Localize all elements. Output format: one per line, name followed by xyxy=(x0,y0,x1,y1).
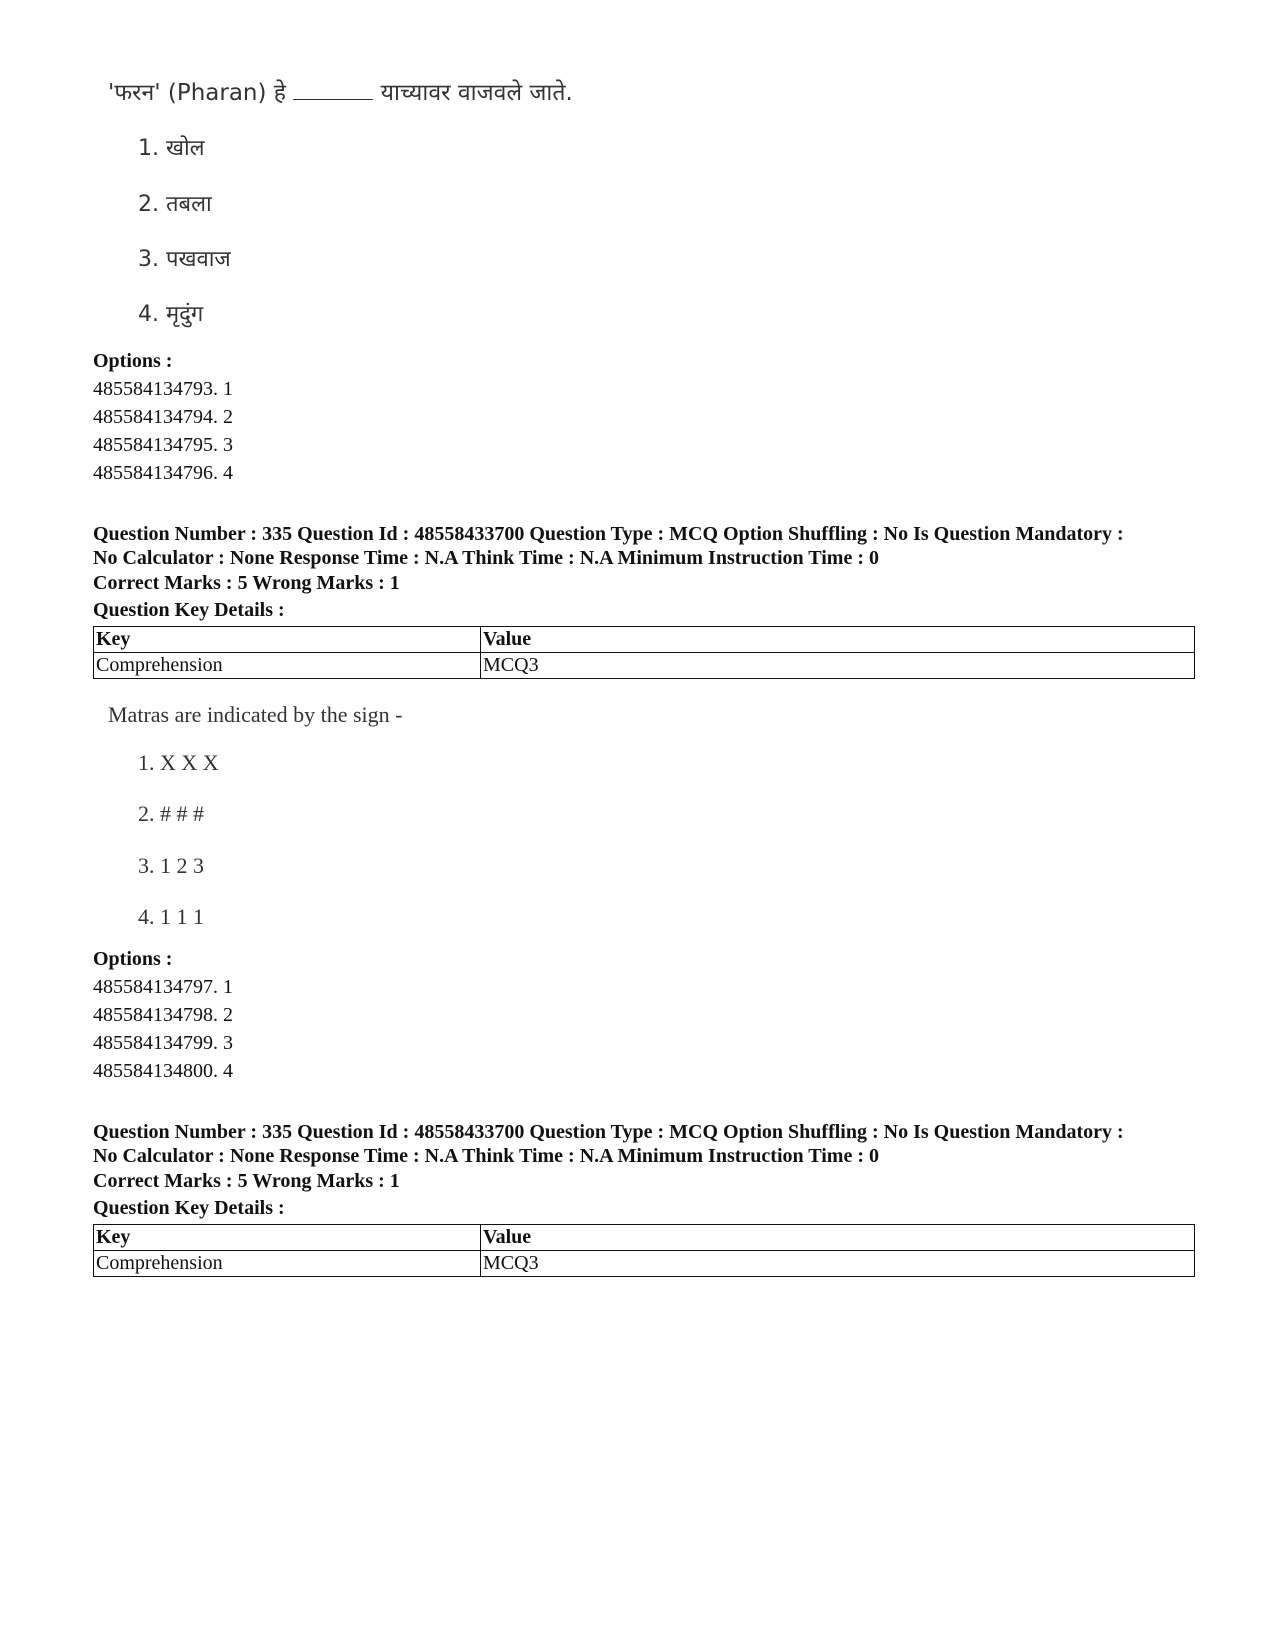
stem-text-after: याच्यावर वाजवले जाते. xyxy=(380,80,573,106)
table-row xyxy=(94,653,1195,679)
image-option-3: 3. 1 2 3 xyxy=(138,853,204,878)
header-value: Value xyxy=(481,1225,1195,1251)
options-heading: Options : xyxy=(93,350,173,372)
options-block-2 xyxy=(93,946,1193,1085)
option-item: 485584134796. 4 xyxy=(93,462,233,484)
option-item: 485584134795. 3 xyxy=(93,434,233,456)
marks-line: Correct Marks : 5 Wrong Marks : 1 xyxy=(93,1170,400,1192)
image-option-2: 2. # # # xyxy=(138,801,204,826)
header-value: Value xyxy=(481,627,1195,653)
question-image-2 xyxy=(108,698,808,938)
meta-line-2: No Calculator : None Response Time : N.A Think Time : N.A Minimum Instruction Time : 0 xyxy=(93,1145,879,1167)
question-image-1 xyxy=(108,76,808,346)
meta-line-1: Question Number : 335 Question Id : 48558433700 Question Type : MCQ Option Shuffling : No Is Question Mandatory : xyxy=(93,1121,1124,1143)
question-meta-3 xyxy=(93,1120,1193,1277)
question-stem xyxy=(108,76,808,110)
option-item: 485584134800. 4 xyxy=(93,1060,233,1082)
option-item: 485584134799. 3 xyxy=(93,1032,233,1054)
cell-value: MCQ3 xyxy=(481,653,1195,679)
image-option-1: 1. खोल xyxy=(138,136,205,161)
question-stem: Matras are indicated by the sign - xyxy=(108,702,403,727)
header-key: Key xyxy=(94,1225,481,1251)
image-option-1: 1. X X X xyxy=(138,750,219,775)
options-heading: Options : xyxy=(93,948,173,970)
marks-line: Correct Marks : 5 Wrong Marks : 1 xyxy=(93,572,400,594)
option-item: 485584134797. 1 xyxy=(93,976,233,998)
question-meta-2 xyxy=(93,522,1193,679)
table-header-row xyxy=(94,627,1195,653)
key-details-table xyxy=(93,626,1195,679)
cell-key: Comprehension xyxy=(94,653,481,679)
meta-line-1: Question Number : 335 Question Id : 48558433700 Question Type : MCQ Option Shuffling : No Is Question Mandatory : xyxy=(93,523,1124,545)
image-option-4: 4. 1 1 1 xyxy=(138,904,204,929)
option-item: 485584134793. 1 xyxy=(93,378,233,400)
image-option-3: 3. पखवाज xyxy=(138,247,231,272)
answer-blank xyxy=(293,81,373,100)
option-item: 485584134798. 2 xyxy=(93,1004,233,1026)
image-option-2: 2. तबला xyxy=(138,192,212,217)
table-header-row xyxy=(94,1225,1195,1251)
cell-key: Comprehension xyxy=(94,1251,481,1277)
meta-line-2: No Calculator : None Response Time : N.A Think Time : N.A Minimum Instruction Time : 0 xyxy=(93,547,879,569)
key-details-table xyxy=(93,1224,1195,1277)
image-option-4: 4. मृदुंग xyxy=(138,302,204,327)
table-row xyxy=(94,1251,1195,1277)
key-details-heading: Question Key Details : xyxy=(93,1197,285,1219)
header-key: Key xyxy=(94,627,481,653)
options-block-1 xyxy=(93,348,1193,487)
option-item: 485584134794. 2 xyxy=(93,406,233,428)
stem-text-before: 'फरन' (Pharan) हे xyxy=(108,80,287,106)
key-details-heading: Question Key Details : xyxy=(93,599,285,621)
cell-value: MCQ3 xyxy=(481,1251,1195,1277)
